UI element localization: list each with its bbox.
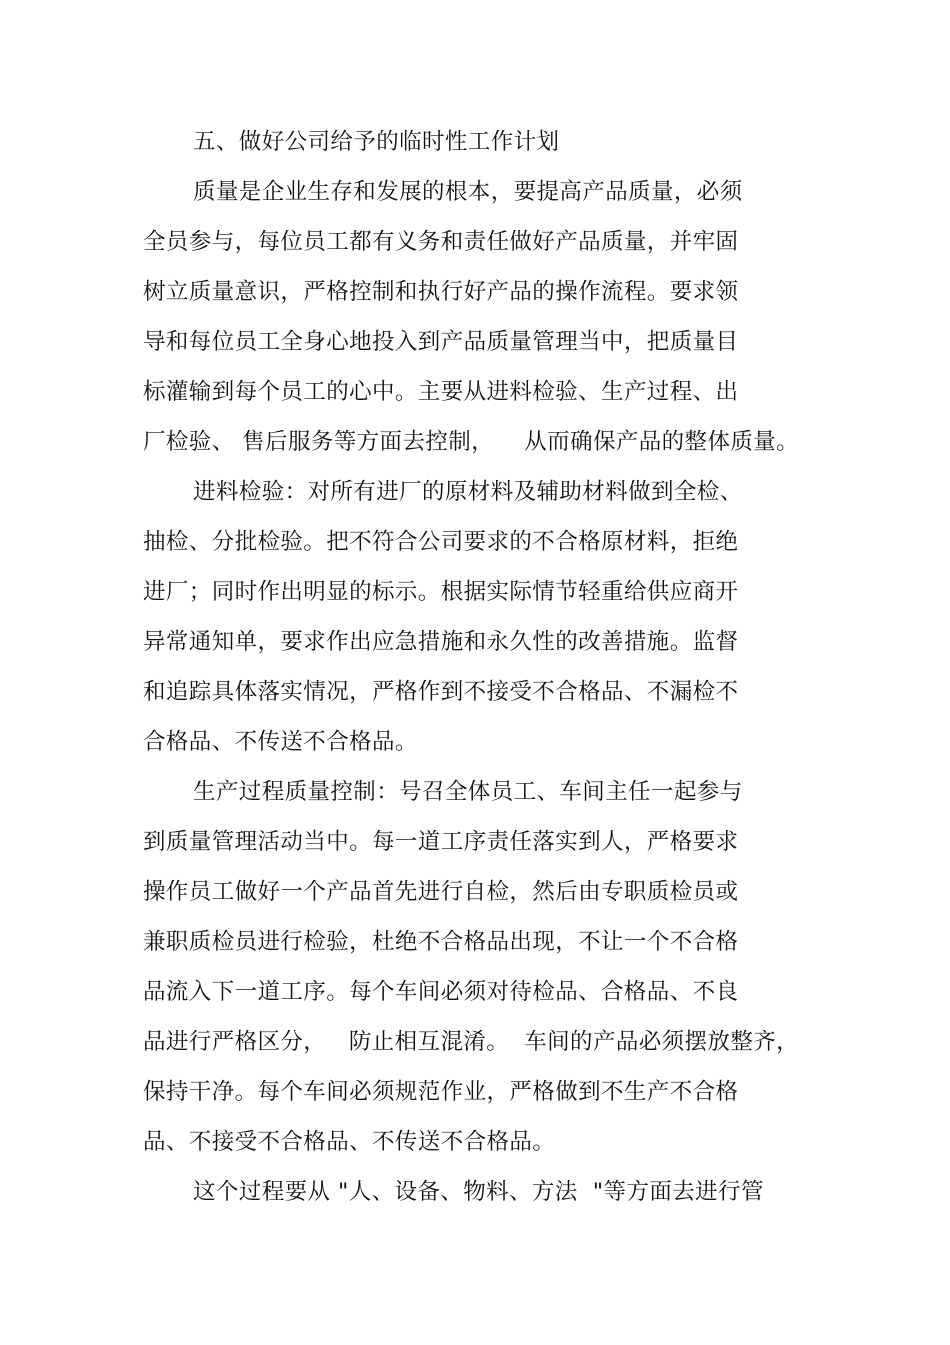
paragraph-line: 异常通知单，要求作出应急措施和永久性的改善措施。监督 — [143, 629, 739, 655]
paragraph-line: 合格品、不传送不合格品。 — [143, 729, 418, 755]
paragraph-line: 品流入下一道工序。每个车间必须对待检品、合格品、不良 — [143, 979, 739, 1005]
paragraph-line: 树立质量意识，严格控制和执行好产品的操作流程。要求领 — [143, 279, 739, 305]
paragraph-line: 进厂；同时作出明显的标示。根据实际情节轻重给供应商开 — [143, 579, 739, 605]
paragraph-line: 导和每位员工全身心地投入到产品质量管理当中，把质量目 — [143, 329, 739, 355]
section-heading: 五、做好公司给予的临时性工作计划 — [193, 129, 560, 155]
paragraph-line: 抽检、分批检验。把不符合公司要求的不合格原材料，拒绝 — [143, 529, 739, 555]
paragraph-line: 厂检验、 售后服务等方面去控制， 从而确保产品的整体质量。 — [143, 429, 800, 455]
paragraph-line: 质量是企业生存和发展的根本，要提高产品质量，必须 — [193, 179, 743, 205]
paragraph-line: 进料检验：对所有进厂的原材料及辅助材料做到全检、 — [193, 479, 743, 505]
paragraph-line: 操作员工做好一个产品首先进行自检，然后由专职质检员或 — [143, 879, 739, 905]
paragraph-line: 品进行严格区分， 防止相互混淆。 车间的产品必须摆放整齐， — [143, 1029, 800, 1055]
paragraph-line: 生产过程质量控制：号召全体员工、车间主任一起参与 — [193, 779, 743, 805]
paragraph-line: 这个过程要从 "人、设备、物料、方法 "等方面去进行管 — [193, 1179, 764, 1205]
paragraph-line: 全员参与，每位员工都有义务和责任做好产品质量，并牢固 — [143, 229, 739, 255]
paragraph-line: 到质量管理活动当中。每一道工序责任落实到人，严格要求 — [143, 829, 739, 855]
paragraph-line: 兼职质检员进行检验，杜绝不合格品出现，不让一个不合格 — [143, 929, 739, 955]
paragraph-line: 和追踪具体落实情况，严格作到不接受不合格品、不漏检不 — [143, 679, 739, 705]
paragraph-line: 标灌输到每个员工的心中。主要从进料检验、生产过程、出 — [143, 379, 739, 405]
paragraph-line: 保持干净。每个车间必须规范作业，严格做到不生产不合格 — [143, 1079, 739, 1105]
paragraph-line: 品、不接受不合格品、不传送不合格品。 — [143, 1129, 556, 1155]
